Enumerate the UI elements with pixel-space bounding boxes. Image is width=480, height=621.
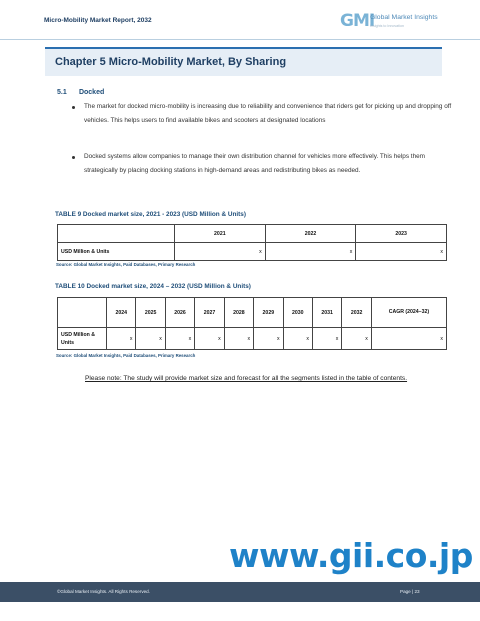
table-corner-cell xyxy=(58,225,175,243)
chapter-title: Chapter 5 Micro-Mobility Market, By Sharing xyxy=(55,56,287,68)
table-header-row xyxy=(58,225,447,243)
table-cell: x xyxy=(265,243,356,261)
study-note: Please note: The study will provide market size and forecast for all the segments listed in the table of contents. xyxy=(85,375,408,382)
table-row xyxy=(58,328,447,350)
table-row xyxy=(58,243,447,261)
year-header: 2027 xyxy=(195,298,224,328)
table-cell: x xyxy=(136,328,165,350)
page-number: Page | 23 xyxy=(400,589,420,594)
table-cell: x xyxy=(342,328,371,350)
section-number: 5.1 xyxy=(57,89,67,96)
section-heading xyxy=(57,89,104,96)
table10-caption: TABLE 10 Docked market size, 2024 – 2032 (USD Million & Units) xyxy=(55,283,251,290)
table-cell: x xyxy=(195,328,224,350)
year-header: 2031 xyxy=(312,298,341,328)
table-cell: x xyxy=(224,328,253,350)
report-title: Micro-Mobility Market Report, 2032 xyxy=(44,17,152,24)
table9-source: Source: Global Market Insights, Paid Databases, Primary Research xyxy=(56,262,196,267)
page-header xyxy=(0,0,480,40)
table9-caption: TABLE 9 Docked market size, 2021 - 2023 (USD Million & Units) xyxy=(55,211,246,218)
year-header: 2030 xyxy=(283,298,312,328)
table-cell: x xyxy=(283,328,312,350)
year-header: 2025 xyxy=(136,298,165,328)
table10-source: Source: Global Market Insights, Paid Databases, Primary Research xyxy=(56,353,196,358)
year-header: 2021 xyxy=(175,225,266,243)
year-header: 2028 xyxy=(224,298,253,328)
table-cell: x xyxy=(371,328,446,350)
year-header: 2023 xyxy=(356,225,447,243)
year-header: 2022 xyxy=(265,225,356,243)
table-cell: x xyxy=(165,328,194,350)
gmi-logo xyxy=(340,11,450,33)
chapter-banner xyxy=(45,47,442,76)
bullet-dot xyxy=(72,106,75,109)
cagr-header: CAGR (2024–32) xyxy=(371,298,446,328)
year-header: 2026 xyxy=(165,298,194,328)
year-header: 2029 xyxy=(254,298,283,328)
bullet-item xyxy=(72,100,452,128)
year-header: 2032 xyxy=(342,298,371,328)
bullet-item xyxy=(72,150,452,178)
bullet-dot xyxy=(72,156,75,159)
table9 xyxy=(57,224,447,261)
section-title: Docked xyxy=(78,89,105,96)
table-cell: x xyxy=(356,243,447,261)
row-label: USD Million & Units xyxy=(58,328,107,350)
logo-tagline: Insights to Innovation xyxy=(370,24,404,28)
footer-copyright: ©Global Market Insights. All Rights Reserved. xyxy=(57,589,151,594)
table-cell: x xyxy=(312,328,341,350)
table-cell: x xyxy=(107,328,136,350)
table-cell: x xyxy=(254,328,283,350)
row-label: USD Million & Units xyxy=(58,243,175,261)
table-corner-cell xyxy=(58,298,107,328)
year-header: 2024 xyxy=(107,298,136,328)
page-footer xyxy=(0,582,480,602)
table10 xyxy=(57,297,447,350)
table-cell: x xyxy=(175,243,266,261)
table-header-row xyxy=(58,298,447,328)
logo-mark: GMI xyxy=(340,11,375,31)
logo-name: Global Market Insights xyxy=(370,14,438,21)
bullet-text: The market for docked micro-mobility is increasing due to reliability and convenience that riders get for picking up and dropping off vehicles. This helps users to find available bikes and scooters at designated locations xyxy=(84,103,452,125)
watermark: www.gii.co.jp xyxy=(229,536,473,575)
bullet-text: Docked systems allow companies to manage their own distribution channel for vehicles more effectively. This helps them strategically by placing docking stations in high-demand areas and redistributing bikes as needed. xyxy=(84,153,425,175)
